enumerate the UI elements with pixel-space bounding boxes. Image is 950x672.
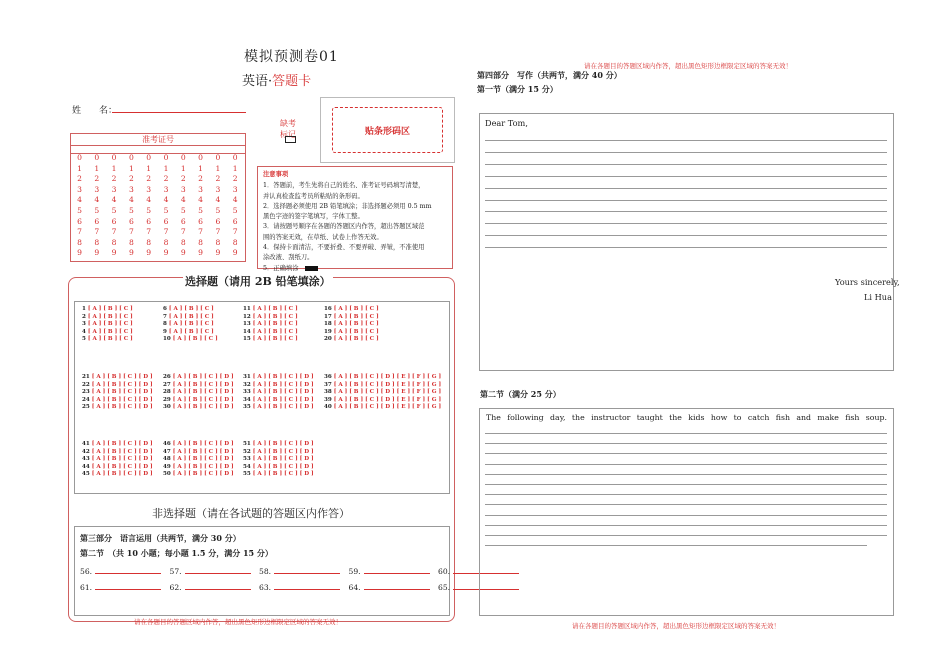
choice-item-44[interactable]: 44 [ A ] [ B ] [ C ] [ D ] xyxy=(82,463,153,470)
digit-bubble[interactable]: 3 xyxy=(128,184,134,194)
digit-bubble[interactable]: 0 xyxy=(77,153,82,162)
choice-item-51[interactable]: 51 [ A ] [ B ] [ C ] [ D ] xyxy=(243,441,314,447)
digit-bubble[interactable]: 7 xyxy=(94,227,100,237)
blank-56[interactable] xyxy=(95,565,161,574)
choice-item-46[interactable]: 46 [ A ] [ B ] [ C ] [ D ] xyxy=(163,441,234,447)
digit-bubble[interactable]: 1 xyxy=(77,163,82,173)
writing-line[interactable] xyxy=(485,545,867,546)
choice-item-35[interactable]: 35 [ A ] [ B ] [ C ] [ D ] xyxy=(243,404,314,411)
digit-bubble[interactable]: 6 xyxy=(232,216,238,226)
digit-bubble[interactable]: 5 xyxy=(146,205,152,215)
digit-bubble[interactable]: 3 xyxy=(77,184,82,194)
choice-item-3[interactable]: 3 [ A ] [ B ] [ C ] xyxy=(82,321,133,328)
digit-bubble[interactable]: 3 xyxy=(146,184,152,194)
fill-row-2 xyxy=(80,581,525,592)
page-title: 模拟预测卷01 xyxy=(244,49,339,65)
item-number: 64. xyxy=(348,583,361,592)
subject-label: 英语· xyxy=(242,74,273,89)
choice-item-40[interactable]: 40 [ A ] [ B ] [ C ] [ D ] [ E ] [ F ] [ G ] xyxy=(324,404,442,411)
digit-bubble[interactable]: 7 xyxy=(198,227,204,237)
choice-item-18[interactable]: 18 [ A ] [ B ] [ C ] xyxy=(324,321,379,328)
choice-item-39[interactable]: 39 [ A ] [ B ] [ C ] [ D ] [ E ] [ F ] [ G ] xyxy=(324,396,442,403)
choice-item-29[interactable]: 29 [ A ] [ B ] [ C ] [ D ] xyxy=(163,396,234,403)
digit-bubble[interactable]: 8 xyxy=(198,237,204,247)
choice-item-47[interactable]: 47 [ A ] [ B ] [ C ] [ D ] xyxy=(163,448,234,455)
admission-digit-column[interactable] xyxy=(175,153,192,259)
digit-bubble[interactable]: 5 xyxy=(128,205,134,215)
choice-item-31[interactable]: 31 [ A ] [ B ] [ C ] [ D ] xyxy=(243,374,314,380)
digit-bubble[interactable]: 7 xyxy=(77,227,82,237)
digit-bubble[interactable]: 9 xyxy=(198,248,204,258)
item-number: 62. xyxy=(169,583,182,592)
writing-line[interactable] xyxy=(485,235,887,236)
digit-bubble[interactable]: 5 xyxy=(163,205,169,215)
admission-digit-column[interactable] xyxy=(140,153,157,259)
digit-bubble[interactable]: 9 xyxy=(180,248,186,258)
choice-item-16[interactable]: 16 [ A ] [ B ] [ C ] xyxy=(324,306,379,312)
card-label: 答题卡 xyxy=(272,74,312,89)
digit-bubble[interactable]: 6 xyxy=(77,216,82,226)
left-footer-warning: 请在各题目的答题区域内作答，超出黑色矩形边框限定区域的答案无效！ xyxy=(134,618,342,626)
digit-bubble[interactable]: 9 xyxy=(146,248,152,258)
digit-bubble[interactable]: 3 xyxy=(163,184,169,194)
choice-item-1[interactable]: 1 [ A ] [ B ] [ C ] xyxy=(82,306,133,312)
non-choice-title: 非选择题（请在各试题的答题区内作答） xyxy=(152,507,350,520)
part3-heading: 第三部分 语言运用（共两节，满分 30 分） xyxy=(80,533,241,543)
digit-bubble[interactable]: 9 xyxy=(77,248,82,258)
writing-line[interactable] xyxy=(485,494,887,495)
digit-bubble[interactable]: 8 xyxy=(111,237,117,247)
choice-item-42[interactable]: 42 [ A ] [ B ] [ C ] [ D ] xyxy=(82,448,153,455)
letter-closing: Yours sincerely, xyxy=(835,277,900,287)
digit-bubble[interactable]: 1 xyxy=(94,163,100,173)
writing-line[interactable] xyxy=(485,525,887,526)
item-number: 59. xyxy=(348,567,361,576)
choice-item-6[interactable]: 6 [ A ] [ B ] [ C ] xyxy=(163,306,214,312)
choice-item-14[interactable]: 14 [ A ] [ B ] [ C ] xyxy=(243,328,298,335)
digit-bubble[interactable]: 1 xyxy=(180,163,186,173)
digit-bubble[interactable]: 6 xyxy=(94,216,100,226)
digit-bubble[interactable]: 4 xyxy=(94,195,100,205)
absent-checkbox[interactable] xyxy=(285,136,296,143)
choice-item-43[interactable]: 43 [ A ] [ B ] [ C ] [ D ] xyxy=(82,456,153,463)
choice-item-17[interactable]: 17 [ A ] [ B ] [ C ] xyxy=(324,313,379,320)
digit-bubble[interactable]: 8 xyxy=(180,237,186,247)
filled-bubble-icon xyxy=(305,266,318,271)
writing-line[interactable] xyxy=(485,433,887,434)
admission-digit-column[interactable] xyxy=(88,153,105,259)
digit-bubble[interactable]: 0 xyxy=(94,153,100,162)
admission-digit-column[interactable] xyxy=(227,153,244,259)
digit-bubble[interactable]: 2 xyxy=(232,174,238,184)
writing-line[interactable] xyxy=(485,504,887,505)
admission-number-grid xyxy=(70,133,246,262)
notes-line: 黑色字迹的签字笔填写，字体工整。 xyxy=(263,213,364,221)
choice-item-10[interactable]: 10 [ A ] [ B ] [ C ] xyxy=(163,336,218,343)
digit-bubble[interactable]: 1 xyxy=(111,163,117,173)
writing-line[interactable] xyxy=(485,164,887,165)
writing-line[interactable] xyxy=(485,247,887,248)
notes-title: 注意事项 xyxy=(263,171,289,178)
digit-bubble[interactable]: 3 xyxy=(232,184,238,194)
admission-number-label: 准考证号 xyxy=(71,134,245,146)
digit-bubble[interactable]: 2 xyxy=(146,174,152,184)
digit-bubble[interactable]: 2 xyxy=(111,174,117,184)
choice-item-27[interactable]: 27 [ A ] [ B ] [ C ] [ D ] xyxy=(163,381,234,388)
writing-line[interactable] xyxy=(485,188,887,189)
choice-item-33[interactable]: 33 [ A ] [ B ] [ C ] [ D ] xyxy=(243,389,314,396)
digit-bubble[interactable]: 4 xyxy=(215,195,221,205)
choice-item-41[interactable]: 41 [ A ] [ B ] [ C ] [ D ] xyxy=(82,441,153,447)
choice-item-37[interactable]: 37 [ A ] [ B ] [ C ] [ D ] [ E ] [ F ] [ G ] xyxy=(324,381,442,388)
digit-bubble[interactable]: 0 xyxy=(198,153,204,162)
writing-line[interactable] xyxy=(485,484,887,485)
digit-bubble[interactable]: 8 xyxy=(163,237,169,247)
digit-bubble[interactable]: 0 xyxy=(146,153,152,162)
notes-line: 1．答题前，考生先将自己的姓名、准考证号码填写清楚， xyxy=(263,182,425,190)
notes-line: 围的答案无效，在草纸、试卷上作答无效。 xyxy=(263,233,383,241)
choice-item-8[interactable]: 8 [ A ] [ B ] [ C ] xyxy=(163,321,214,328)
correct-fill-example: 5．正确填涂 xyxy=(258,264,452,274)
choice-item-28[interactable]: 28 [ A ] [ B ] [ C ] [ D ] xyxy=(163,389,234,396)
digit-bubble[interactable]: 9 xyxy=(111,248,117,258)
digit-bubble[interactable]: 7 xyxy=(128,227,134,237)
choice-item-48[interactable]: 48 [ A ] [ B ] [ C ] [ D ] xyxy=(163,456,234,463)
writing-line[interactable] xyxy=(485,223,887,224)
digit-bubble[interactable]: 0 xyxy=(128,153,134,162)
right-footer-warning: 请在各题目的答题区域内作答，超出黑色矩形边框限定区域的答案无效！ xyxy=(572,622,780,630)
choice-item-9[interactable]: 9 [ A ] [ B ] [ C ] xyxy=(163,328,214,335)
writing-line[interactable] xyxy=(485,535,887,536)
digit-bubble[interactable]: 0 xyxy=(180,153,186,162)
notes-line: 涂改液、刮纸刀。 xyxy=(263,254,314,262)
digit-bubble[interactable]: 8 xyxy=(215,237,221,247)
digit-bubble[interactable]: 0 xyxy=(232,153,238,162)
notes-line: 并认真检查监考员所粘贴的条形码。 xyxy=(263,192,364,200)
digit-bubble[interactable]: 5 xyxy=(111,205,117,215)
digit-bubble[interactable]: 4 xyxy=(163,195,169,205)
writing-line[interactable] xyxy=(485,453,887,454)
writing-line[interactable] xyxy=(485,152,887,153)
digit-bubble[interactable]: 6 xyxy=(146,216,152,226)
choice-item-22[interactable]: 22 [ A ] [ B ] [ C ] [ D ] xyxy=(82,381,153,388)
item-number: 63. xyxy=(259,583,272,592)
digit-bubble[interactable]: 2 xyxy=(215,174,221,184)
digit-bubble[interactable]: 7 xyxy=(180,227,186,237)
digit-bubble[interactable]: 4 xyxy=(111,195,117,205)
digit-bubble[interactable]: 1 xyxy=(232,163,238,173)
blank-61[interactable] xyxy=(95,581,161,590)
item-number: 60. xyxy=(438,567,451,576)
digit-bubble[interactable]: 5 xyxy=(180,205,186,215)
writing-line[interactable] xyxy=(485,515,887,516)
digit-bubble[interactable]: 4 xyxy=(146,195,152,205)
blank-59[interactable] xyxy=(364,565,430,574)
choice-item-36[interactable]: 36 [ A ] [ B ] [ C ] [ D ] [ E ] [ F ] [ G ] xyxy=(324,374,442,380)
digit-bubble[interactable]: 2 xyxy=(163,174,169,184)
digit-bubble[interactable]: 7 xyxy=(232,227,238,237)
digit-bubble[interactable]: 5 xyxy=(232,205,238,215)
choice-item-25[interactable]: 25 [ A ] [ B ] [ C ] [ D ] xyxy=(82,404,153,411)
choice-item-52[interactable]: 52 [ A ] [ B ] [ C ] [ D ] xyxy=(243,448,314,455)
digit-bubble[interactable]: 5 xyxy=(94,205,100,215)
choice-item-5[interactable]: 5 [ A ] [ B ] [ C ] xyxy=(82,336,133,343)
admission-digit-column[interactable] xyxy=(158,153,175,259)
digit-bubble[interactable]: 9 xyxy=(163,248,169,258)
digit-bubble[interactable]: 2 xyxy=(128,174,134,184)
choice-item-53[interactable]: 53 [ A ] [ B ] [ C ] [ D ] xyxy=(243,456,314,463)
digit-bubble[interactable]: 9 xyxy=(215,248,221,258)
digit-bubble[interactable]: 1 xyxy=(215,163,221,173)
choice-item-24[interactable]: 24 [ A ] [ B ] [ C ] [ D ] xyxy=(82,396,153,403)
continuation-prompt: The following day, the instructor taught the kids how to catch fish and make fish soup. xyxy=(486,413,887,422)
section1-heading: 第一节（满分 15 分） xyxy=(477,84,558,94)
blank-58[interactable] xyxy=(274,565,340,574)
digit-bubble[interactable]: 3 xyxy=(94,184,100,194)
continuation-answer-box[interactable] xyxy=(479,408,894,616)
part4-heading: 第四部分 写作（共两节，满分 40 分） xyxy=(477,70,622,80)
admission-digit-column[interactable] xyxy=(209,153,226,259)
digit-bubble[interactable]: 4 xyxy=(180,195,186,205)
subject-title xyxy=(242,70,311,89)
digit-bubble[interactable]: 8 xyxy=(77,237,82,247)
part3-section2-heading: 第二节 （共 10 小题；每小题 1.5 分，满分 15 分） xyxy=(80,548,273,558)
writing-line[interactable] xyxy=(485,140,887,141)
item-number: 61. xyxy=(80,583,93,592)
digit-bubble[interactable]: 6 xyxy=(215,216,221,226)
digit-bubble[interactable]: 9 xyxy=(94,248,100,258)
notes-line: 3．请按题号顺序在各题的答题区内作答，超出答题区域范 xyxy=(263,223,425,231)
writing-line[interactable] xyxy=(485,176,887,177)
letter-salutation: Dear Tom, xyxy=(485,118,528,128)
choice-item-26[interactable]: 26 [ A ] [ B ] [ C ] [ D ] xyxy=(163,374,234,380)
choice-section-title: 选择题（请用 2B 铅笔填涂） xyxy=(185,275,331,288)
name-label: 姓 名： xyxy=(72,106,118,116)
choice-item-23[interactable]: 23 [ A ] [ B ] [ C ] [ D ] xyxy=(82,389,153,396)
digit-bubble[interactable]: 4 xyxy=(128,195,134,205)
admission-digit-column[interactable] xyxy=(192,153,209,259)
item-number: 57. xyxy=(169,567,182,576)
digit-bubble[interactable]: 1 xyxy=(198,163,204,173)
digit-bubble[interactable]: 1 xyxy=(146,163,152,173)
writing-line[interactable] xyxy=(485,200,887,201)
choice-item-13[interactable]: 13 [ A ] [ B ] [ C ] xyxy=(243,321,298,328)
choice-item-4[interactable]: 4 [ A ] [ B ] [ C ] xyxy=(82,328,133,335)
digit-bubble[interactable]: 3 xyxy=(198,184,204,194)
choice-item-11[interactable]: 11 [ A ] [ B ] [ C ] xyxy=(243,306,298,312)
absent-mark-label: 缺考 标记 xyxy=(280,119,296,139)
name-field[interactable] xyxy=(112,112,246,113)
letter-signer: Li Hua xyxy=(864,292,892,302)
blank-63[interactable] xyxy=(274,581,340,590)
item-number: 56. xyxy=(80,567,93,576)
digit-bubble[interactable]: 2 xyxy=(180,174,186,184)
choice-item-50[interactable]: 50 [ A ] [ B ] [ C ] [ D ] xyxy=(163,471,234,478)
digit-bubble[interactable]: 0 xyxy=(111,153,117,162)
digit-bubble[interactable]: 4 xyxy=(198,195,204,205)
fill-row-1 xyxy=(80,565,525,576)
digit-bubble[interactable]: 2 xyxy=(77,174,82,184)
notes-line: 4．保持卡面清洁，不要折叠、不要弄破、弄皱，不准使用 xyxy=(263,244,425,252)
choice-item-20[interactable]: 20 [ A ] [ B ] [ C ] xyxy=(324,336,379,343)
digit-bubble[interactable]: 6 xyxy=(128,216,134,226)
digit-bubble[interactable]: 7 xyxy=(111,227,117,237)
choice-item-12[interactable]: 12 [ A ] [ B ] [ C ] xyxy=(243,313,298,320)
digit-bubble[interactable]: 1 xyxy=(128,163,134,173)
writing-line[interactable] xyxy=(485,443,887,444)
digit-bubble[interactable]: 3 xyxy=(111,184,117,194)
choice-item-7[interactable]: 7 [ A ] [ B ] [ C ] xyxy=(163,313,214,320)
digit-bubble[interactable]: 9 xyxy=(232,248,238,258)
digit-bubble[interactable]: 6 xyxy=(198,216,204,226)
digit-bubble[interactable]: 8 xyxy=(146,237,152,247)
digit-bubble[interactable]: 5 xyxy=(198,205,204,215)
digit-bubble[interactable]: 8 xyxy=(94,237,100,247)
choice-item-19[interactable]: 19 [ A ] [ B ] [ C ] xyxy=(324,328,379,335)
digit-bubble[interactable]: 9 xyxy=(128,248,134,258)
digit-bubble[interactable]: 5 xyxy=(77,205,82,215)
blank-62[interactable] xyxy=(185,581,251,590)
digit-bubble[interactable]: 0 xyxy=(215,153,221,162)
digit-bubble[interactable]: 4 xyxy=(77,195,82,205)
digit-bubble[interactable]: 3 xyxy=(180,184,186,194)
digit-bubble[interactable]: 1 xyxy=(163,163,169,173)
item-number: 58. xyxy=(259,567,272,576)
digit-bubble[interactable]: 6 xyxy=(163,216,169,226)
section2-heading: 第二节（满分 25 分） xyxy=(480,389,561,399)
choice-item-54[interactable]: 54 [ A ] [ B ] [ C ] [ D ] xyxy=(243,463,314,470)
choice-item-15[interactable]: 15 [ A ] [ B ] [ C ] xyxy=(243,336,298,343)
writing-line[interactable] xyxy=(485,464,887,465)
digit-bubble[interactable]: 7 xyxy=(163,227,169,237)
choice-item-55[interactable]: 55 [ A ] [ B ] [ C ] [ D ] xyxy=(243,471,314,478)
choice-item-49[interactable]: 49 [ A ] [ B ] [ C ] [ D ] xyxy=(163,463,234,470)
writing-line[interactable] xyxy=(485,474,887,475)
choice-item-45[interactable]: 45 [ A ] [ B ] [ C ] [ D ] xyxy=(82,471,153,478)
digit-bubble[interactable]: 6 xyxy=(111,216,117,226)
notes-line: 2．选择题必须使用 2B 铅笔填涂；非选择题必须用 0.5 mm xyxy=(263,202,432,210)
digit-bubble[interactable]: 5 xyxy=(215,205,221,215)
choice-item-32[interactable]: 32 [ A ] [ B ] [ C ] [ D ] xyxy=(243,381,314,388)
writing-line[interactable] xyxy=(485,211,887,212)
admission-digit-column[interactable] xyxy=(71,153,88,259)
item-number: 65. xyxy=(438,583,451,592)
top-warning: 请在各题目的答题区域内作答，超出黑色矩形边框限定区域的答案无效！ xyxy=(584,62,792,70)
digit-bubble[interactable]: 7 xyxy=(146,227,152,237)
digit-bubble[interactable]: 8 xyxy=(232,237,238,247)
digit-bubble[interactable]: 2 xyxy=(198,174,204,184)
notes-box xyxy=(257,166,453,272)
digit-bubble[interactable]: 0 xyxy=(163,153,169,162)
choice-item-34[interactable]: 34 [ A ] [ B ] [ C ] [ D ] xyxy=(243,396,314,403)
blank-64[interactable] xyxy=(364,581,430,590)
digit-bubble[interactable]: 7 xyxy=(215,227,221,237)
digit-bubble[interactable]: 3 xyxy=(215,184,221,194)
choice-item-38[interactable]: 38 [ A ] [ B ] [ C ] [ D ] [ E ] [ F ] [ G ] xyxy=(324,389,442,396)
choice-item-2[interactable]: 2 [ A ] [ B ] [ C ] xyxy=(82,313,133,320)
digit-bubble[interactable]: 4 xyxy=(232,195,238,205)
digit-bubble[interactable]: 2 xyxy=(94,174,100,184)
blank-57[interactable] xyxy=(185,565,251,574)
digit-bubble[interactable]: 8 xyxy=(128,237,134,247)
choice-item-30[interactable]: 30 [ A ] [ B ] [ C ] [ D ] xyxy=(163,404,234,411)
admission-digit-column[interactable] xyxy=(106,153,123,259)
digit-bubble[interactable]: 6 xyxy=(180,216,186,226)
barcode-label: 贴条形码区 xyxy=(332,107,443,153)
admission-digit-column[interactable] xyxy=(123,153,140,259)
choice-item-21[interactable]: 21 [ A ] [ B ] [ C ] [ D ] xyxy=(82,374,153,380)
